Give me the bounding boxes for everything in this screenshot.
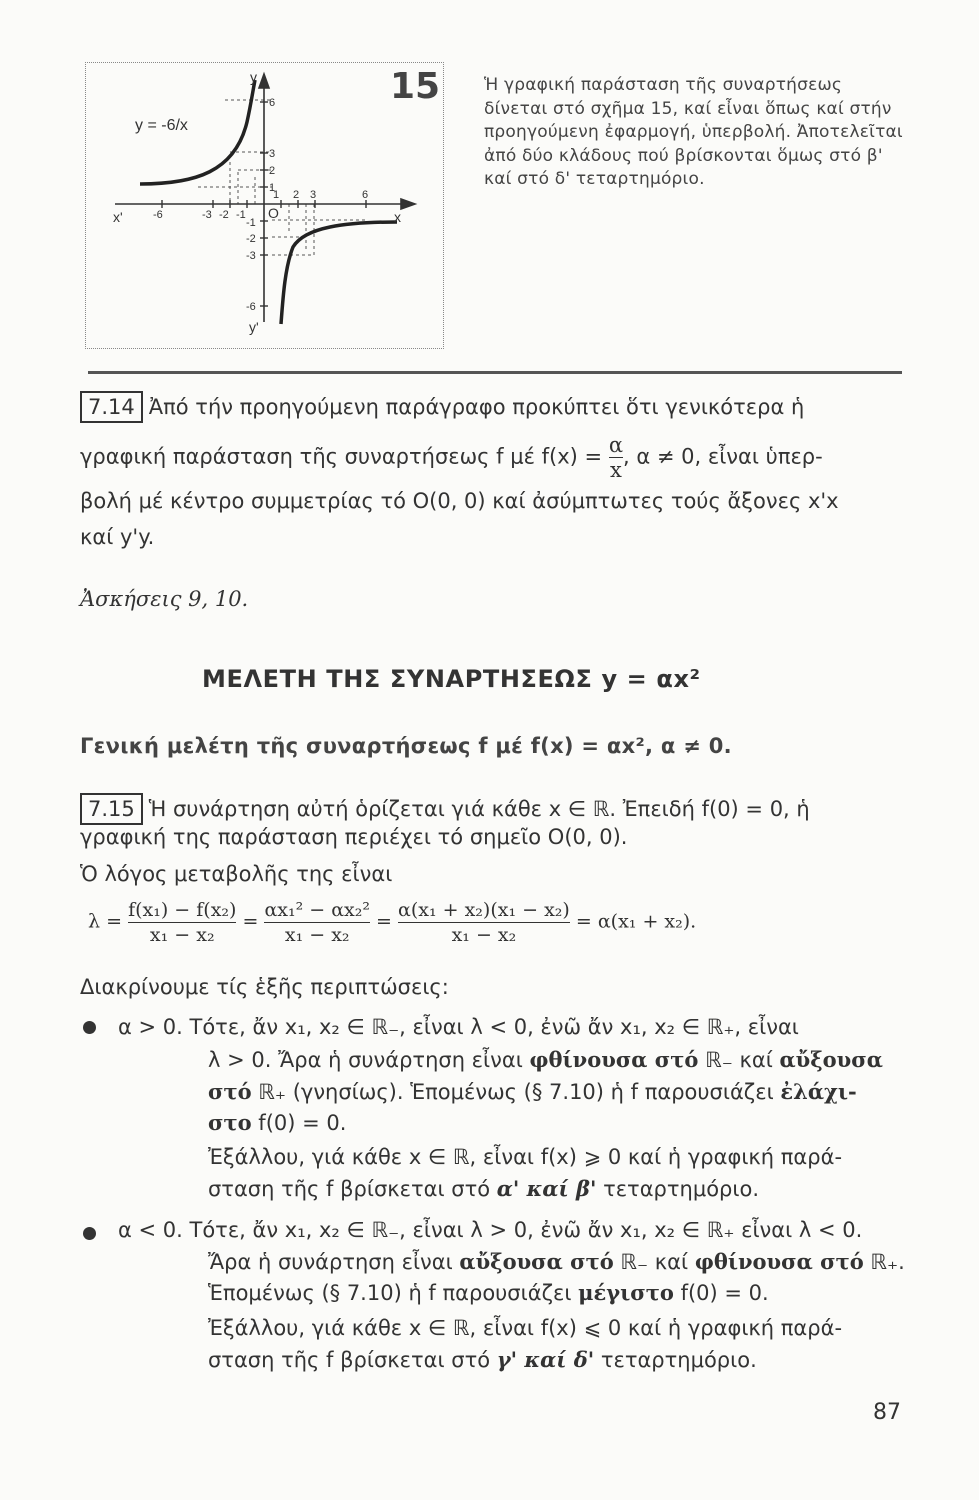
section-7-15-line-2: γραφική της παράσταση περιέχει τό σημεῖο O(0, 0). (80, 825, 628, 849)
x-tick-label: -3 (202, 209, 212, 221)
axis-label-x-pos: x (394, 209, 401, 225)
x-tick-label: 1 (273, 189, 280, 201)
x-tick-label: 3 (310, 189, 317, 201)
case-positive-line-3: στό ℝ₊ (γνησίως). Ἑπομένως (§ 7.10) ἡ f παρουσιάζει ἐλάχι- (208, 1079, 857, 1104)
case-negative-line-5: σταση τῆς f βρίσκεται στό γ' καί δ' τεταρτημόριο. (208, 1347, 757, 1372)
section-7-14-line-2: γραφική παράσταση τῆς συναρτήσεως f μέ f(x) = $\frac{\alpha}{x}$ , α ≠ 0, εἶναι ὑπερ- (80, 433, 823, 482)
figure-caption: Ἡ γραφική παράσταση τῆς συναρτήσεως δίνεται στό σχῆμα 15, καί εἶναι ὅπως καί στήν προηγούμενη ἐφαρμογή, ὑπερβολή. Ἀποτελεῖται ἀπό δύο κλάδους πού βρίσκονται ὅμως στό β' καί στό δ' τεταρτημόριο. (484, 75, 903, 189)
y-tick-label: -6 (246, 301, 256, 313)
case-negative-line-1: α < 0. Τότε, ἄν x₁, x₂ ∈ ℝ₋, εἶναι λ > 0, ἐνῶ ἄν x₁, x₂ ∈ ℝ₊ εἶναι λ < 0. (118, 1218, 863, 1242)
bullet-icon (83, 1227, 96, 1240)
x-tick-label: -2 (219, 209, 229, 221)
fraction-a-over-x: $\frac{\alpha}{x}$ (608, 433, 623, 482)
y-tick-label: 2 (269, 165, 276, 177)
bullet-icon (83, 1021, 96, 1034)
x-tick-label: -6 (153, 209, 163, 221)
case-positive-line-4: στο f(0) = 0. (208, 1110, 347, 1135)
axis-label-y-pos: y (250, 69, 257, 85)
y-tick-label: 6 (269, 97, 276, 109)
case-positive-line-1: α > 0. Τότε, ἄν x₁, x₂ ∈ ℝ₋, εἶναι λ < 0, ἐνῶ ἄν x₁, x₂ ∈ ℝ₊, εἶναι (118, 1015, 799, 1039)
section-7-14-line-3: βολή μέ κέντρο συμμετρίας τό O(0, 0) καί ἀσύμπτωτες τούς ἄξονες x'x (80, 489, 839, 513)
exercises-reference: Ἀσκήσεις 9, 10. (80, 587, 249, 611)
section-number-7-15: 7.15 (80, 793, 143, 825)
rate-of-change-formula: λ = $\frac{\text{f(x₁) − f(x₂)}}{\text{x₁ − x₂}}$ = $\frac{\text{αx₁² − αx₂²}}{\text{x₁ − x₂}}$ = $\frac{\text{α(x₁ + x₂)(x₁ − x₂)}}{\text{x₁ − x₂}}$ = α(x₁ + x₂). (88, 899, 697, 946)
axis-label-y-neg: y' (249, 319, 259, 335)
x-tick-label: 6 (362, 189, 369, 201)
case-negative-line-4: Ἐξάλλου, γιά κάθε x ∈ ℝ, εἶναι f(x) ⩽ 0 καί ἡ γραφική παρά- (208, 1316, 843, 1340)
figure-number: 15 (390, 66, 441, 107)
case-positive-line-6: σταση τῆς f βρίσκεται στό α' καί β' τεταρτημόριο. (208, 1176, 759, 1201)
y-tick-label: -2 (246, 233, 256, 245)
section-7-14-line-4: καί y'y. (80, 525, 155, 549)
case-positive-line-5: Ἐξάλλου, γιά κάθε x ∈ ℝ, εἶναι f(x) ⩾ 0 καί ἡ γραφική παρά- (208, 1145, 843, 1169)
cases-intro: Διακρίνουμε τίς ἑξῆς περιπτώσεις: (80, 975, 449, 999)
section-divider (88, 371, 902, 374)
y-tick-label: -1 (246, 217, 256, 229)
equation-label: y = -6/x (135, 117, 188, 134)
section-number-7-14: 7.14 (80, 391, 143, 423)
section-7-14-line-1: 7.14 Ἀπό τήν προηγούμενη παράγραφο προκύπτει ὅτι γενικότερα ἡ (80, 388, 900, 426)
axis-label-x-neg: x' (113, 209, 123, 225)
origin-label: O (268, 205, 279, 221)
case-positive-line-2: λ > 0. Ἄρα ἡ συνάρτηση εἶναι φθίνουσα στό ℝ₋ καί αὔξουσα (208, 1047, 883, 1072)
case-negative-line-2: Ἄρα ἡ συνάρτηση εἶναι αὔξουσα στό ℝ₋ καί φθίνουσα στό ℝ₊. (208, 1249, 905, 1274)
hyperbola-graph (85, 62, 442, 347)
case-negative-line-3: Ἑπομένως (§ 7.10) ἡ f παρουσιάζει μέγιστο f(0) = 0. (208, 1280, 769, 1305)
section-7-15-line-3: Ὁ λόγος μεταβολῆς της εἶναι (80, 862, 393, 886)
y-tick-label: 3 (269, 148, 276, 160)
chapter-heading: ΜΕΛΕΤΗ ΤΗΣ ΣΥΝΑΡΤΗΣΕΩΣ y = αx² (202, 665, 701, 693)
section-7-15-line-1: 7.15 Ἡ συνάρτηση αὐτή ὁρίζεται γιά κάθε x ∈ ℝ. Ἐπειδή f(0) = 0, ἡ (80, 790, 900, 828)
x-tick-label: 2 (293, 189, 300, 201)
x-tick-label: -1 (236, 209, 246, 221)
subheading: Γενική μελέτη τῆς συναρτήσεως f μέ f(x) = αx², α ≠ 0. (80, 734, 732, 758)
page-number: 87 (873, 1400, 901, 1425)
y-tick-label: 1 (269, 182, 276, 194)
y-tick-label: -3 (246, 250, 256, 262)
